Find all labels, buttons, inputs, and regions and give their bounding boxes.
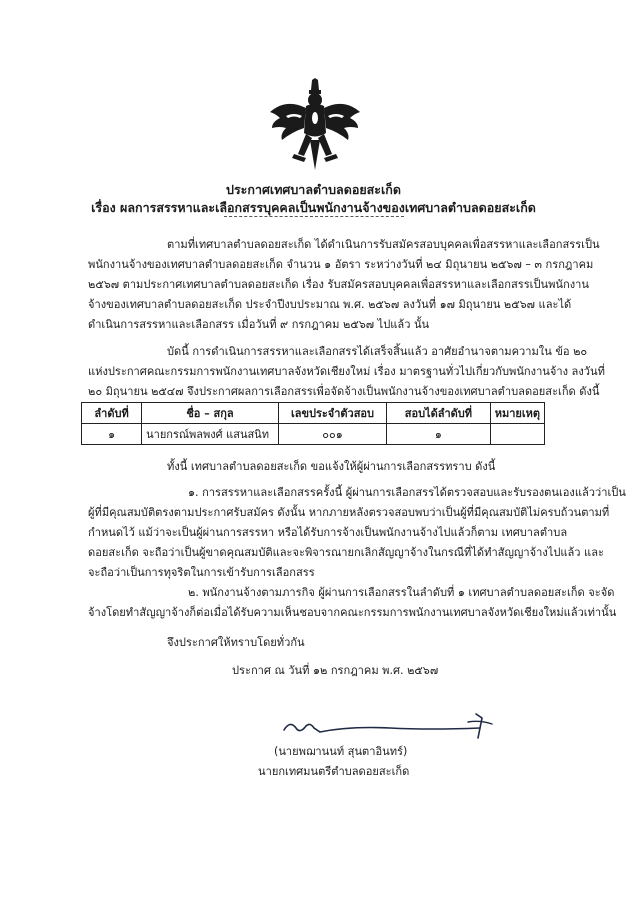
para2-line: แห่งประกาศคณะกรรมการพนักงานเทศบาลจังหวัดเชียงใหม่ เรื่อง มาตรฐานทั่วไปเกี่ยวกับพนักงานจ้าง ลงวันที่ [88,365,605,378]
para2-line: บัดนี้ การดำเนินการสรรหาและเลือกสรรได้เสร็จสิ้นแล้ว อาศัยอำนาจตามความใน ข้อ ๒๐ [167,345,588,358]
table-row [82,424,545,445]
para3-line: ๑. การสรรหาและเลือกสรรครั้งนี้ ผู้ผ่านการเลือกสรรได้ตรวจสอบและรับรองตนเองแล้วว่าเป็น [188,486,626,499]
handwritten-signature-icon [280,708,500,744]
para1-line: จ้างของเทศบาลตำบลดอยสะเก็ด ประจำปีงบประมาณ พ.ศ. ๒๕๖๗ ลงวันที่ ๑๗ มิถุนายน ๒๕๖๗ และได้ [88,298,572,311]
para1-line: พนักงานจ้างของเทศบาลตำบลดอยสะเก็ด จำนวน ๑ อัตรา ระหว่างวันที่ ๒๔ มิถุนายน ๒๕๖๗ – ๓ กรกฎาคม [88,258,594,271]
announcement-title: ประกาศเทศบาลตำบลดอยสะเก็ด [226,182,401,197]
title-divider [224,216,404,217]
para1-line: ๒๕๖๗ ตามประกาศเทศบาลตำบลดอยสะเก็ด เรื่อง รับสมัครสอบบุคคลเพื่อสรรหาและเลือกสรรเป็นพนักงาน [88,278,589,291]
signer-position: นายกเทศมนตรีตำบลดอยสะเก็ด [258,765,410,778]
closing-text: จึงประกาศให้ทราบโดยทั่วกัน [167,636,305,649]
result-table [81,402,545,445]
col-header-remark: หมายเหตุ [490,403,544,424]
cell-order: ๑ [82,424,142,445]
cell-name: นายกรณ์พลพงศ์ แสนสนิท [142,424,279,445]
para3-line: ดอยสะเก็ด จะถือว่าเป็นผู้ขาดคุณสมบัติและจะพิจารณายกเลิกสัญญาจ้างในกรณีที่ได้ทำสัญญาจ้างไปแล้ว และ [88,546,604,559]
cell-exam-id: ๐๐๑ [278,424,386,445]
para1-line: ดำเนินการสรรหาและเลือกสรร เมื่อวันที่ ๙ กรกฎาคม ๒๕๖๗ ไปแล้ว นั้น [88,318,430,331]
para1-line: ตามที่เทศบาลตำบลดอยสะเก็ด ได้ดำเนินการรับสมัครสอบบุคคลเพื่อสรรหาและเลือกสรรเป็น [167,238,600,251]
para3-line: ผู้ที่มีคุณสมบัติตรงตามประกาศรับสมัคร ดังนั้น หากภายหลังตรวจสอบพบว่าเป็นผู้ที่มีคุณสมบัติไม่ครบถ้วนตามที่ [88,506,610,519]
announce-date: ประกาศ ณ วันที่ ๑๒ กรกฎาคม พ.ศ. ๒๕๖๗ [232,664,439,677]
col-header-name: ชื่อ – สกุล [142,403,279,424]
table-header-row [82,403,545,424]
cell-rank: ๑ [387,424,491,445]
para2-line: ๒๐ มิถุนายน ๒๕๔๗ จึงประกาศผลการเลือกสรรเพื่อจัดจ้างเป็นพนักงานจ้างของเทศบาลตำบลดอยสะเก็ด ดังนี้ [88,385,600,398]
announcement-subject: เรื่อง ผลการสรรหาและเลือกสรรบุคคลเป็นพนักงานจ้างของเทศบาลตำบลดอยสะเก็ด [91,200,536,215]
para3-line: จ้างโดยทำสัญญาจ้างก็ต่อเมื่อได้รับความเห็นชอบจากคณะกรรมการพนักงานเทศบาลจังหวัดเชียงใหม่แล้วเท่านั้น [88,606,617,619]
para3-line: จะถือว่าเป็นการทุจริตในการเข้ารับการเลือกสรร [88,566,315,579]
col-header-order: ลำดับที่ [82,403,142,424]
cell-remark [490,424,544,445]
signer-name: (นายพฌานนท์ สุนตาอินทร์) [274,745,408,758]
para3-line: ทั้งนี้ เทศบาลตำบลดอยสะเก็ด ขอแจ้งให้ผู้ผ่านการเลือกสรรทราบ ดังนี้ [167,460,496,473]
col-header-exam-id: เลขประจำตัวสอบ [278,403,386,424]
para3-line: ๒. พนักงานจ้างตามภารกิจ ผู้ผ่านการเลือกสรรในลำดับที่ ๑ เทศบาลตำบลดอยสะเก็ด จะจัด [188,586,615,599]
para3-line: กำหนดไว้ แม้ว่าจะเป็นผู้ผ่านการสรรหา หรือได้รับการจ้างเป็นพนักงานจ้างไปแล้วก็ตาม เทศบาลตำบล [88,526,568,539]
garuda-emblem-icon [266,78,364,178]
col-header-rank: สอบได้ลำดับที่ [387,403,491,424]
